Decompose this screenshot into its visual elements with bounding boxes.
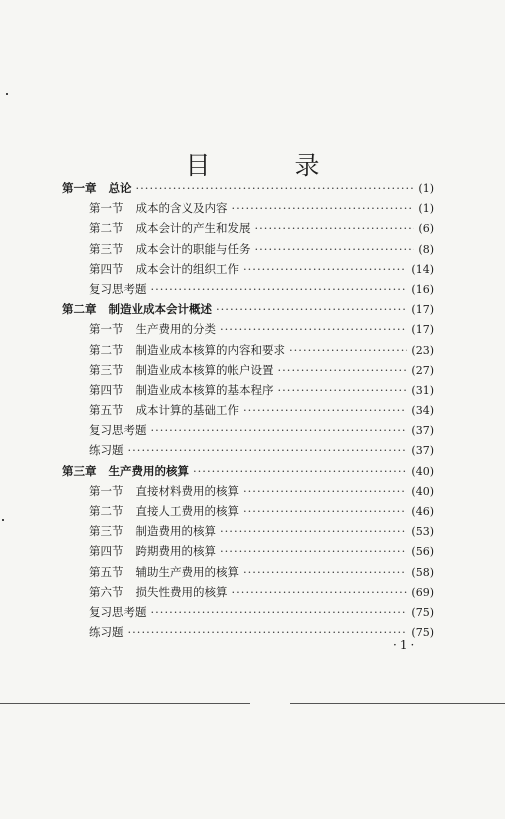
toc-section-entry bbox=[62, 321, 434, 341]
dot-leader bbox=[151, 605, 408, 619]
entry-title: 复习思考题 bbox=[89, 604, 147, 619]
entry-page: (14) bbox=[411, 262, 434, 276]
toc-chapter-entry bbox=[62, 301, 434, 321]
entry-title: 成本的含义及内容 bbox=[135, 201, 228, 216]
toc-section-entry bbox=[62, 604, 434, 624]
toc-section-entry bbox=[62, 342, 434, 362]
entry-title: 练习题 bbox=[89, 443, 124, 458]
toc-section-entry bbox=[62, 442, 434, 462]
scan-line bbox=[0, 703, 250, 704]
toc-section-entry bbox=[62, 564, 434, 584]
toc-section-entry bbox=[62, 624, 434, 644]
dot-leader bbox=[220, 524, 407, 538]
scan-line bbox=[290, 703, 505, 704]
entry-page: (75) bbox=[411, 605, 434, 619]
dot-leader bbox=[193, 464, 407, 478]
entry-number: 第一节 bbox=[89, 201, 124, 216]
entry-number: 第二节 bbox=[89, 342, 124, 357]
dot-leader bbox=[232, 585, 408, 599]
entry-title: 成本计算的基础工作 bbox=[135, 403, 239, 418]
entry-page: (40) bbox=[411, 464, 434, 478]
entry-title: 直接材料费用的核算 bbox=[135, 483, 239, 498]
scan-speck bbox=[6, 93, 8, 95]
entry-title: 直接人工费用的核算 bbox=[135, 504, 239, 518]
entry-number: 第五节 bbox=[89, 564, 124, 579]
toc-section-entry bbox=[62, 523, 434, 543]
entry-page: (17) bbox=[411, 323, 434, 337]
entry-title: 制造费用的核算 bbox=[135, 524, 216, 539]
entry-page: (6) bbox=[418, 222, 434, 236]
toc-section-entry bbox=[62, 422, 434, 442]
scan-speck bbox=[2, 519, 4, 521]
dot-leader bbox=[243, 403, 407, 417]
entry-title: 成本会计的产生和发展 bbox=[135, 221, 251, 236]
toc-section-entry bbox=[62, 241, 434, 261]
toc-chapter-entry bbox=[62, 463, 434, 483]
entry-title: 复习思考题 bbox=[89, 423, 147, 438]
entry-page: (8) bbox=[418, 242, 434, 256]
dot-leader bbox=[243, 262, 407, 276]
entry-title: 生产费用的核算 bbox=[108, 463, 189, 478]
dot-leader bbox=[136, 181, 415, 195]
dot-leader bbox=[220, 322, 407, 336]
entry-number: 第一节 bbox=[89, 483, 124, 498]
entry-page: (31) bbox=[411, 383, 434, 397]
toc-section-entry bbox=[62, 362, 434, 382]
entry-number: 第三节 bbox=[89, 524, 124, 539]
dot-leader bbox=[289, 343, 407, 357]
entry-number: 第二章 bbox=[62, 302, 97, 317]
toc-section-entry bbox=[62, 483, 434, 503]
entry-number: 第四节 bbox=[89, 544, 124, 559]
entry-number: 第五节 bbox=[89, 403, 124, 418]
entry-title: 制造业成本会计概述 bbox=[108, 302, 212, 317]
entry-number: 第二节 bbox=[89, 221, 124, 236]
entry-number: 第一节 bbox=[89, 322, 124, 337]
toc-section-entry bbox=[62, 261, 434, 281]
toc-section-entry bbox=[62, 200, 434, 220]
dot-leader bbox=[243, 484, 407, 498]
entry-title: 复习思考题 bbox=[89, 281, 147, 296]
entry-page: (40) bbox=[411, 484, 434, 498]
entry-page: (34) bbox=[411, 404, 434, 418]
entry-number: 第六节 bbox=[89, 584, 124, 599]
entry-page: (16) bbox=[411, 282, 434, 296]
toc-section-entry bbox=[62, 281, 434, 301]
entry-page: (37) bbox=[411, 444, 434, 458]
entry-page: (37) bbox=[411, 424, 434, 438]
toc-chapter-entry bbox=[62, 180, 434, 200]
entry-title: 制造业成本核算的基本程序 bbox=[135, 382, 274, 397]
entry-page: (69) bbox=[411, 585, 434, 599]
entry-title: 辅助生产费用的核算 bbox=[135, 564, 239, 579]
dot-leader bbox=[278, 363, 408, 377]
dot-leader bbox=[255, 242, 415, 256]
entry-page: (23) bbox=[411, 343, 434, 357]
entry-title: 成本会计的职能与任务 bbox=[135, 241, 251, 256]
toc-section-entry bbox=[62, 584, 434, 604]
page-number: ·1· bbox=[393, 638, 418, 652]
dot-leader bbox=[216, 302, 407, 316]
entry-number: 第一章 bbox=[62, 181, 97, 195]
entry-number: 第四节 bbox=[89, 382, 124, 397]
entry-number: 第三章 bbox=[62, 463, 97, 478]
dot-leader bbox=[232, 201, 415, 215]
dot-leader bbox=[243, 565, 407, 579]
entry-page: (1) bbox=[418, 182, 434, 195]
page-title: 目 录 bbox=[185, 151, 358, 180]
dot-leader bbox=[220, 544, 407, 558]
entry-title: 制造业成本核算的帐户设置 bbox=[135, 362, 274, 377]
entry-title: 损失性费用的核算 bbox=[135, 584, 228, 599]
toc-section-entry bbox=[62, 503, 434, 523]
entry-number: 第四节 bbox=[89, 261, 124, 276]
toc-section-entry bbox=[62, 543, 434, 563]
entry-title: 跨期费用的核算 bbox=[135, 544, 216, 559]
toc-section-entry bbox=[62, 402, 434, 422]
entry-number: 第二节 bbox=[89, 504, 124, 518]
entry-title: 练习题 bbox=[89, 625, 124, 640]
toc-section-entry bbox=[62, 382, 434, 402]
dot-leader bbox=[243, 504, 407, 518]
entry-title: 总论 bbox=[108, 181, 132, 195]
entry-page: (17) bbox=[411, 303, 434, 317]
entry-page: (75) bbox=[411, 626, 434, 640]
table-of-contents bbox=[62, 180, 434, 644]
entry-page: (46) bbox=[411, 505, 434, 518]
entry-page: (56) bbox=[411, 545, 434, 559]
dot-leader bbox=[128, 443, 408, 457]
dot-leader bbox=[128, 625, 408, 639]
toc-section-entry bbox=[62, 220, 434, 240]
entry-title: 成本会计的组织工作 bbox=[135, 261, 239, 276]
entry-page: (53) bbox=[411, 525, 434, 539]
dot-leader bbox=[255, 221, 415, 235]
dot-leader bbox=[151, 423, 408, 437]
entry-title: 制造业成本核算的内容和要求 bbox=[135, 342, 285, 357]
entry-page: (27) bbox=[411, 363, 434, 377]
entry-page: (1) bbox=[418, 202, 434, 216]
entry-number: 第三节 bbox=[89, 362, 124, 377]
entry-number: 第三节 bbox=[89, 241, 124, 256]
entry-title: 生产费用的分类 bbox=[135, 322, 216, 337]
dot-leader bbox=[151, 282, 408, 296]
entry-page: (58) bbox=[411, 565, 434, 579]
dot-leader bbox=[278, 383, 408, 397]
